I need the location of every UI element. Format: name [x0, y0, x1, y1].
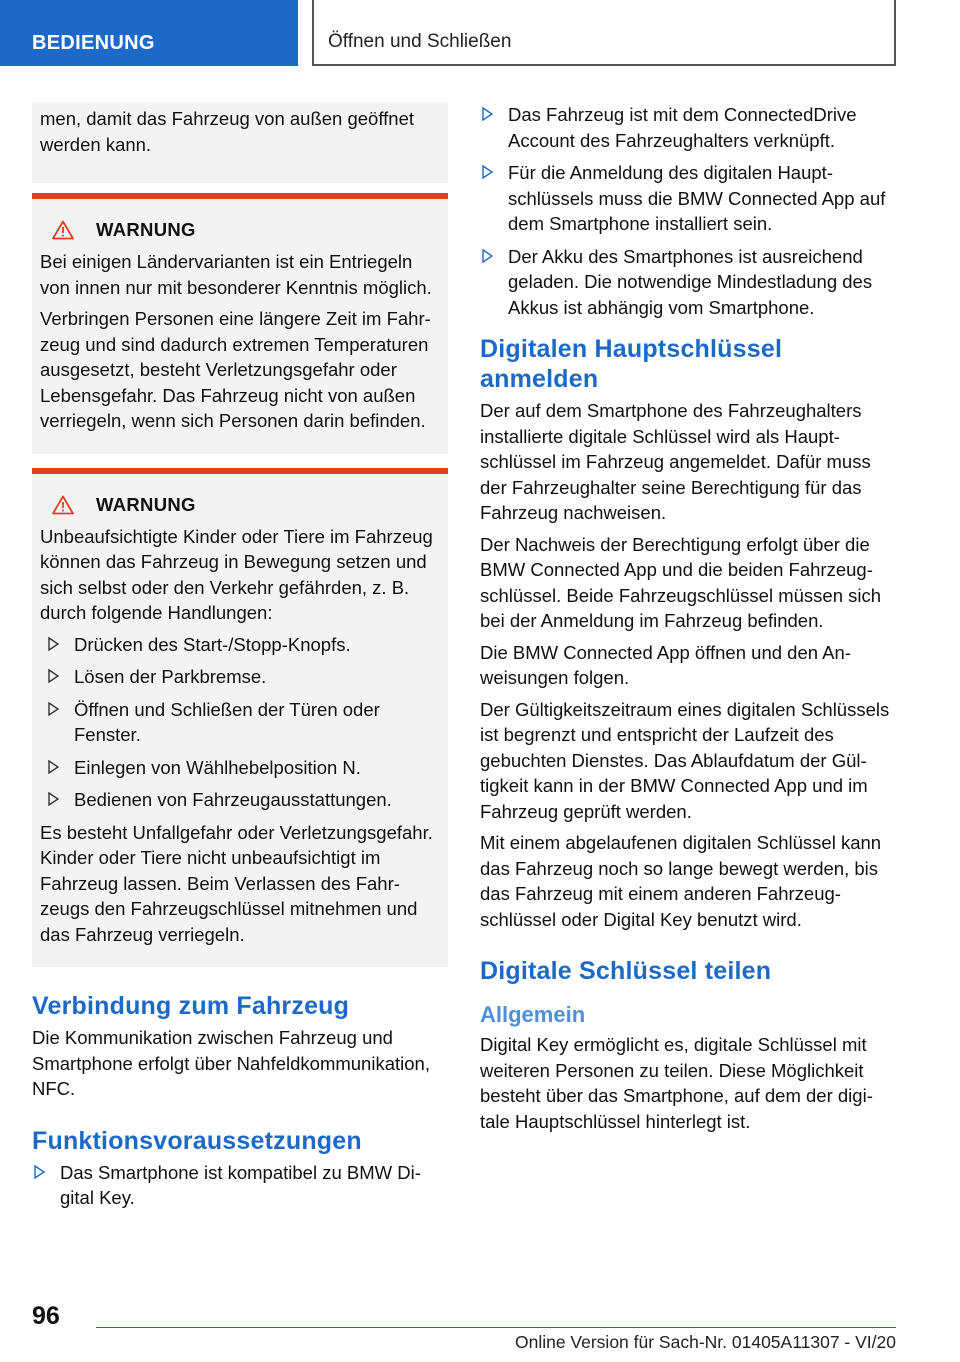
warning-text: Unbeaufsichtigte Kinder oder Tiere im Fahrzeug können das Fahrzeug in Bewegung setzen und sich selbst oder den Verkehr gefährden, z. B. durch folgende Handlungen: [40, 525, 433, 623]
right-column [480, 102, 896, 1140]
list-item: Für die Anmeldung des digitalen Hauptschlüssels muss die BMW Connected App auf dem Smartphone installiert sein. [480, 160, 896, 237]
list-item: Der Akku des Smartphones ist ausreichend geladen. Die notwendige Mindestladung des Akkus ist abhängig vom Smartphone. [480, 244, 896, 321]
bullet-triangle-icon [48, 669, 59, 683]
bullet-triangle-icon [48, 702, 59, 716]
page-number: 96 [32, 1302, 60, 1330]
list-item: Bedienen von Fahrzeugausstattungen. [40, 787, 440, 813]
body-text: Digital Key ermöglicht es, digitale Schlüssel mit weiteren Personen zu teilen. Diese Möglichkeit besteht über das Smartphone, auf dem der digitale Hauptschlüssel hinterlegt ist. [480, 1034, 873, 1132]
page-header [0, 0, 960, 66]
section-heading: Verbindung zum Fahrzeug [32, 992, 350, 1020]
warning-label: WARNUNG [96, 493, 196, 515]
body-text: Der Nachweis der Berechtigung erfolgt über die BMW Connected App und die beiden Fahrzeugschlüssel. Beide Fahrzeugschlüssel müssen sich bei der Anmeldung im Fahrzeug befinden. [480, 533, 882, 631]
warning-list [40, 632, 440, 813]
warning-box-1 [32, 193, 448, 454]
chapter-title: Öffnen und Schließen [312, 0, 896, 66]
left-column [32, 102, 448, 1218]
body-text: Die Kommunikation zwischen Fahrzeug und Smartphone erfolgt über Nahfeldkommunikation, NFC. [32, 1027, 430, 1099]
body-text: Mit einem abgelaufenen digitalen Schlüssel kann das Fahrzeug noch so lange bewegt werden, bis das Fahrzeug mit einem anderen Fahrzeugschlüssel oder Digital Key benutzt wird. [480, 832, 882, 930]
warning-heading [52, 494, 440, 516]
warning-text: Es besteht Unfallgefahr oder Verletzungsgefahr. Kinder oder Tiere nicht unbeaufsichtigt im Fahrzeug lassen. Beim Verlassen des Fahrzeugs den Fahrzeugschlüssel mitnehmen und das Fahrzeug verriegeln. [40, 821, 433, 945]
list-item: Das Fahrzeug ist mit dem ConnectedDrive Account des Fahrzeughalters verknüpft. [480, 102, 896, 153]
warning-text: Verbringen Personen eine längere Zeit im Fahrzeug und sind dadurch extremen Temperaturen ausgesetzt, besteht Verletzungsgefahr oder Lebensgefahr. Das Fahrzeug nicht von außen verriegeln, wenn sich Personen darin befinden. [40, 308, 431, 431]
requirements-list-continued [480, 102, 896, 320]
section-tab: BEDIENUNG [0, 0, 298, 66]
section-heading: Digitalen Hauptschlüssel anmelden [480, 335, 783, 393]
body-text: Der auf dem Smartphone des Fahrzeughalters installierte digitale Schlüssel wird als Hauptschlüssel im Fahrzeug angemeldet. Dafür muss der Fahrzeughalter seine Berechtigung für das Fahrzeug nachweisen. [480, 400, 871, 523]
bullet-triangle-icon [482, 107, 493, 121]
body-text: Die BMW Connected App öffnen und den Anweisungen folgen. [480, 641, 851, 688]
bullet-triangle-icon [34, 1165, 45, 1179]
warning-text: Bei einigen Ländervarianten ist ein Entriegeln von innen nur mit besonderer Kenntnis möglich. [40, 251, 432, 298]
warning-triangle-icon [52, 495, 74, 515]
warning-heading [52, 219, 440, 241]
bullet-triangle-icon [482, 165, 493, 179]
list-item: Öffnen und Schließen der Türen oder Fenster. [40, 697, 440, 748]
warning-triangle-icon [52, 220, 74, 240]
section-heading: Funktionsvoraussetzungen [32, 1126, 362, 1155]
list-item: Lösen der Parkbremse. [40, 664, 440, 690]
intro-text: men, damit das Fahrzeug von außen geöffnet werden kann. [40, 108, 415, 155]
warning-box-2 [32, 468, 448, 968]
subsection-heading: Allgemein [480, 1002, 586, 1027]
footer-text: Online Version für Sach-Nr. 01405A11307 - VI/20 [514, 1332, 896, 1352]
body-text: Der Gültigkeitszeitraum eines digitalen Schlüssels ist begrenzt und entspricht der Laufzeit des gebuchten Dienstes. Das Ablaufdatum der Gültigkeit kann in der BMW Connected App und im Fahrzeug geprüft werden. [480, 698, 890, 822]
warning-label: WARNUNG [96, 219, 196, 240]
bullet-triangle-icon [48, 792, 59, 806]
intro-box [32, 102, 448, 183]
list-item: Das Smartphone ist kompatibel zu BMW Digital Key. [32, 1160, 448, 1211]
footer-divider [96, 1327, 896, 1328]
requirements-list [32, 1160, 448, 1211]
bullet-triangle-icon [48, 637, 59, 651]
list-item: Drücken des Start-/Stopp-Knopfs. [40, 632, 440, 658]
bullet-triangle-icon [48, 760, 59, 774]
list-item: Einlegen von Wählhebelposition N. [40, 755, 440, 781]
bullet-triangle-icon [482, 249, 493, 263]
section-heading: Digitale Schlüssel teilen [480, 957, 772, 985]
